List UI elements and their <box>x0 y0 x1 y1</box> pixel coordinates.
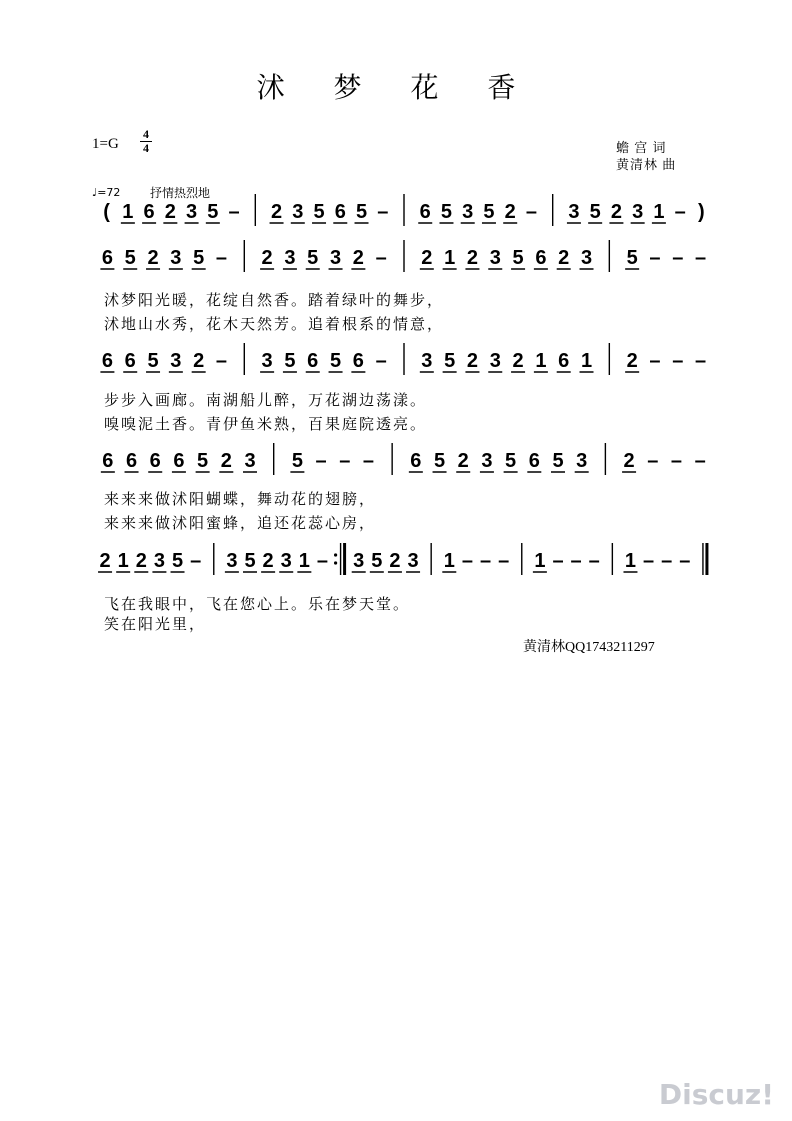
key-signature: 1=G <box>92 136 119 152</box>
dash-mark: – <box>315 450 327 472</box>
contact-info: 黄清林QQ1743211297 <box>523 640 655 655</box>
note: 1 <box>624 550 637 572</box>
note: 6 <box>419 201 431 223</box>
note: 5 <box>444 350 456 372</box>
dash-mark: – <box>647 450 659 472</box>
dash-mark: – <box>661 550 673 572</box>
note: 3 <box>462 201 474 223</box>
time-signature: 4 4 <box>139 128 153 155</box>
note: 2 <box>466 247 479 269</box>
note: 3 <box>261 350 273 372</box>
note: 2 <box>352 247 364 269</box>
note: 2 <box>623 450 635 472</box>
dash-mark: – <box>552 550 564 572</box>
note: 3 <box>568 201 580 223</box>
note: 3 <box>170 247 182 269</box>
expression-marking: 抒情热烈地 <box>150 186 211 200</box>
note: 3 <box>632 201 644 223</box>
dash-mark: – <box>525 201 538 223</box>
note: 2 <box>99 550 111 572</box>
note: 3 <box>353 550 365 572</box>
note: 3 <box>226 550 238 572</box>
dash-mark: – <box>695 350 707 372</box>
note: 5 <box>147 350 159 372</box>
note: 5 <box>124 247 136 269</box>
repeat-dot <box>334 561 337 564</box>
note: 3 <box>421 350 433 372</box>
tempo-marking: ♩=72 <box>92 186 121 199</box>
note: 1 <box>443 550 455 572</box>
dash-mark: – <box>375 350 387 372</box>
dash-mark: – <box>215 247 228 269</box>
note: 2 <box>512 350 524 372</box>
note: 6 <box>307 350 319 372</box>
note: 6 <box>149 450 161 472</box>
note: 3 <box>244 450 256 472</box>
song-title: 沭 梦 花 香 <box>256 71 536 104</box>
note: 1 <box>122 201 134 223</box>
note: 2 <box>421 247 433 269</box>
lyric-line: 来来来做沭阳蝴蝶，舞动花的翅膀， <box>104 490 377 508</box>
note: 1 <box>535 350 547 372</box>
lyric-line: 笑在阳光里， <box>104 615 207 633</box>
note: 6 <box>143 201 155 223</box>
note: 2 <box>558 247 570 269</box>
dash-mark: – <box>679 550 691 572</box>
note: 5 <box>552 450 564 472</box>
note: 3 <box>186 201 198 223</box>
note: 6 <box>124 350 136 372</box>
lyric-line: 嗅嗅泥土香。青伊鱼米熟，百果庭院透亮。 <box>104 415 428 433</box>
note: 3 <box>170 350 182 372</box>
note: 5 <box>626 247 638 269</box>
note: 2 <box>457 450 469 472</box>
note: 3 <box>280 550 292 572</box>
note: 5 <box>355 201 368 223</box>
dash-mark: – <box>588 550 600 572</box>
note: 3 <box>153 550 165 572</box>
note: 2 <box>610 201 622 223</box>
note: 5 <box>197 450 209 472</box>
note: 3 <box>284 247 296 269</box>
note: 5 <box>171 550 184 572</box>
note: 6 <box>125 450 138 472</box>
note: 2 <box>466 350 479 372</box>
dash-mark: – <box>339 450 351 472</box>
note: 5 <box>505 450 517 472</box>
note: 3 <box>489 350 501 372</box>
note: 6 <box>101 350 113 372</box>
note: 3 <box>576 450 588 472</box>
note: 6 <box>102 450 114 472</box>
note: 6 <box>535 247 547 269</box>
dash-mark: – <box>672 247 684 269</box>
note: 3 <box>489 247 501 269</box>
note: 5 <box>284 350 296 372</box>
note: 2 <box>135 550 147 572</box>
composer-credit: 黄清林 曲 <box>616 157 677 172</box>
dash-mark: – <box>479 550 492 572</box>
dash-mark: – <box>377 201 389 223</box>
note: 2 <box>147 247 159 269</box>
dash-mark: – <box>674 201 686 223</box>
note: 2 <box>261 247 273 269</box>
dash-mark: – <box>570 550 582 572</box>
dash-mark: – <box>461 550 473 572</box>
note: ) <box>698 201 705 223</box>
dash-mark: – <box>672 350 684 372</box>
note: 5 <box>483 201 495 223</box>
note: 5 <box>440 201 453 223</box>
note: 6 <box>101 247 113 269</box>
note: 6 <box>334 201 346 223</box>
note: 5 <box>193 247 205 269</box>
lyricist-credit: 蟾 宫 词 <box>616 140 667 155</box>
note: 2 <box>164 201 176 223</box>
note: 2 <box>193 350 205 372</box>
dash-mark: – <box>649 350 661 372</box>
note: 2 <box>220 450 232 472</box>
lyric-line: 沭梦阳光暖，花绽自然香。踏着绿叶的舞步， <box>104 291 445 309</box>
note: 5 <box>307 247 319 269</box>
note: 1 <box>298 550 310 572</box>
note: 5 <box>329 350 342 372</box>
note: 6 <box>528 450 540 472</box>
note: 1 <box>580 350 593 372</box>
lyric-line: 步步入画廊。南湖船儿醉，万花湖边荡漾。 <box>104 391 428 409</box>
note: ( <box>103 201 110 223</box>
note: 1 <box>444 247 456 269</box>
note: 3 <box>407 550 419 572</box>
note: 2 <box>270 201 283 223</box>
note: 1 <box>653 201 665 223</box>
dash-mark: – <box>190 550 202 572</box>
dash-mark: – <box>694 450 706 472</box>
note: 5 <box>589 201 601 223</box>
note: 5 <box>244 550 256 572</box>
note: 5 <box>313 201 325 223</box>
dash-mark: – <box>695 247 707 269</box>
dash-mark: – <box>375 247 387 269</box>
note: 1 <box>534 550 546 572</box>
note: 5 <box>207 201 219 223</box>
note: 6 <box>352 350 364 372</box>
note: 5 <box>512 247 524 269</box>
note: 1 <box>117 550 129 572</box>
note: 2 <box>626 350 638 372</box>
note: 2 <box>504 201 516 223</box>
dash-mark: – <box>643 550 655 572</box>
note: 5 <box>371 550 383 572</box>
lyric-line: 来来来做沭阳蜜蜂，追还花蕊心房， <box>104 514 377 532</box>
note: 6 <box>410 450 422 472</box>
dash-mark: – <box>362 450 375 472</box>
note: 3 <box>481 450 493 472</box>
discuz-watermark: Discuz! <box>658 1078 774 1111</box>
note: 2 <box>262 550 274 572</box>
note: 5 <box>291 450 303 472</box>
dash-mark: – <box>215 350 228 372</box>
repeat-dot <box>334 553 337 556</box>
note: 3 <box>292 201 304 223</box>
dash-mark: – <box>498 550 510 572</box>
note: 3 <box>580 247 593 269</box>
dash-mark: – <box>649 247 661 269</box>
note: 5 <box>433 450 446 472</box>
lyric-line: 飞在我眼中，飞在您心上。乐在梦天堂。 <box>104 595 411 613</box>
note: 2 <box>389 550 401 572</box>
note: 6 <box>558 350 570 372</box>
lyric-line: 沭地山水秀，花木天然芳。追着根系的情意， <box>104 315 445 333</box>
dash-mark: – <box>316 550 329 572</box>
note: 3 <box>329 247 342 269</box>
note: 6 <box>173 450 185 472</box>
dash-mark: – <box>670 450 683 472</box>
dash-mark: – <box>228 201 240 223</box>
